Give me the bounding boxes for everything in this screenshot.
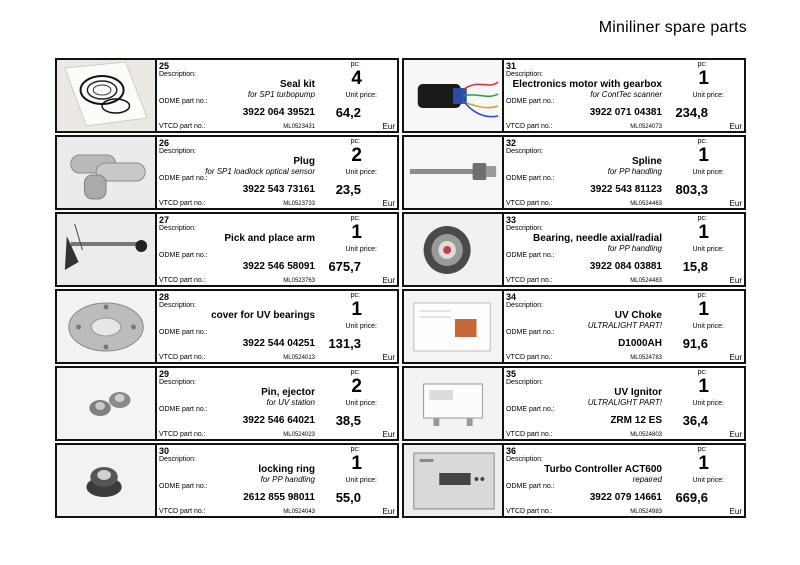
quantity: 1 xyxy=(698,299,709,320)
description-label: Description: xyxy=(506,148,543,155)
currency: Eur xyxy=(382,276,395,285)
part-info xyxy=(504,214,744,285)
pc-label: pc: xyxy=(697,369,707,376)
part-number: 29 xyxy=(159,369,170,379)
quantity: 2 xyxy=(351,376,362,397)
arm-image xyxy=(57,214,155,285)
currency: Eur xyxy=(382,199,395,208)
vtcd-part-number: ML0523431 xyxy=(283,124,315,130)
pc-label: pc: xyxy=(697,446,707,453)
bearing-image xyxy=(404,214,502,285)
odme-part-number: D1000AH xyxy=(618,338,662,349)
part-subtitle: for UV station xyxy=(266,398,315,407)
currency: Eur xyxy=(729,507,742,516)
description-label: Description: xyxy=(506,71,543,78)
part-info xyxy=(157,445,397,516)
pc-label: pc: xyxy=(350,61,360,68)
odme-part-number: ZRM 12 ES xyxy=(610,415,662,426)
part-info xyxy=(504,60,744,131)
description-label: Description: xyxy=(159,148,196,155)
quantity: 1 xyxy=(698,222,709,243)
vtcd-part-number: ML0523733 xyxy=(283,201,315,207)
odme-part-number: 3922 546 64021 xyxy=(242,415,315,426)
vtcd-part-number: ML0523763 xyxy=(283,278,315,284)
unit-price-label: Unit price: xyxy=(692,400,724,407)
odme-part-number: 3922 546 58091 xyxy=(242,261,315,272)
part-title: Electronics motor with gearbox xyxy=(512,79,662,90)
currency: Eur xyxy=(382,353,395,362)
cover-photo xyxy=(57,291,157,362)
vtcd-part-number: ML0524463 xyxy=(630,201,662,207)
part-info xyxy=(157,368,397,439)
pc-label: pc: xyxy=(350,138,360,145)
part-info xyxy=(157,214,397,285)
part-title: UV Ignitor xyxy=(614,387,662,398)
description-label: Description: xyxy=(159,456,196,463)
odme-label: ODME part no.: xyxy=(159,98,208,105)
part-card-33 xyxy=(402,212,746,287)
quantity: 1 xyxy=(351,453,362,474)
unit-price-label: Unit price: xyxy=(692,169,724,176)
part-title: Plug xyxy=(293,156,315,167)
pc-label: pc: xyxy=(697,215,707,222)
vtcd-label: VTCD part no.: xyxy=(506,123,553,130)
description-label: Description: xyxy=(506,302,543,309)
plug-photo xyxy=(57,137,157,208)
motor-image xyxy=(404,60,502,131)
unit-price-label: Unit price: xyxy=(345,323,377,330)
parts-grid xyxy=(55,58,746,518)
unit-price: 803,3 xyxy=(675,182,708,197)
description-label: Description: xyxy=(506,379,543,386)
part-card-26 xyxy=(55,135,399,210)
part-title: cover for UV bearings xyxy=(211,310,315,321)
seal-kit-image xyxy=(57,60,155,131)
part-info xyxy=(504,137,744,208)
vtcd-part-number: ML0524043 xyxy=(283,509,315,515)
vtcd-part-number: ML0524073 xyxy=(630,124,662,130)
part-info xyxy=(157,137,397,208)
unit-price-label: Unit price: xyxy=(345,92,377,99)
unit-price: 55,0 xyxy=(335,490,361,505)
pc-label: pc: xyxy=(350,369,360,376)
part-subtitle: ULTRALIGHT PART! xyxy=(587,398,662,407)
part-title: Pick and place arm xyxy=(224,233,315,244)
description-label: Description: xyxy=(506,225,543,232)
pc-label: pc: xyxy=(350,292,360,299)
unit-price: 38,5 xyxy=(335,413,361,428)
part-subtitle: for SP1 turbopump xyxy=(247,90,315,99)
vtcd-label: VTCD part no.: xyxy=(506,431,553,438)
description-label: Description: xyxy=(506,456,543,463)
vtcd-part-number: ML0524023 xyxy=(283,432,315,438)
description-label: Description: xyxy=(159,225,196,232)
part-card-35 xyxy=(402,366,746,441)
unit-price: 131,3 xyxy=(328,336,361,351)
quantity: 1 xyxy=(698,68,709,89)
part-card-25 xyxy=(55,58,399,133)
part-card-31 xyxy=(402,58,746,133)
quantity: 1 xyxy=(351,222,362,243)
spline-photo xyxy=(404,137,504,208)
part-number: 30 xyxy=(159,446,170,456)
part-info xyxy=(504,368,744,439)
part-title: UV Choke xyxy=(614,310,662,321)
pins-image xyxy=(57,368,155,439)
part-card-29 xyxy=(55,366,399,441)
part-subtitle: repaired xyxy=(632,475,662,484)
odme-label: ODME part no.: xyxy=(159,329,208,336)
quantity: 1 xyxy=(351,299,362,320)
ring-photo xyxy=(57,445,157,516)
unit-price-label: Unit price: xyxy=(345,246,377,253)
vtcd-part-number: ML0524783 xyxy=(630,355,662,361)
odme-part-number: 2612 855 98011 xyxy=(243,492,315,503)
vtcd-label: VTCD part no.: xyxy=(506,354,553,361)
unit-price-label: Unit price: xyxy=(692,323,724,330)
currency: Eur xyxy=(729,276,742,285)
ignitor-photo xyxy=(404,368,504,439)
unit-price: 91,6 xyxy=(682,336,708,351)
unit-price-label: Unit price: xyxy=(345,477,377,484)
part-number: 28 xyxy=(159,292,170,302)
quantity: 1 xyxy=(698,453,709,474)
choke-image xyxy=(404,291,502,362)
odme-label: ODME part no.: xyxy=(159,406,208,413)
pc-label: pc: xyxy=(697,61,707,68)
part-title: Spline xyxy=(631,156,662,167)
odme-label: ODME part no.: xyxy=(506,329,555,336)
spline-image xyxy=(404,137,502,208)
part-title: Pin, ejector xyxy=(261,387,315,398)
part-card-32 xyxy=(402,135,746,210)
quantity: 4 xyxy=(351,68,362,89)
choke-photo xyxy=(404,291,504,362)
part-card-34 xyxy=(402,289,746,364)
part-card-30 xyxy=(55,443,399,518)
currency: Eur xyxy=(382,430,395,439)
odme-part-number: 3922 064 39521 xyxy=(242,107,315,118)
odme-label: ODME part no.: xyxy=(506,483,555,490)
unit-price-label: Unit price: xyxy=(692,92,724,99)
part-title: Turbo Controller ACT600 xyxy=(544,464,662,475)
part-number: 33 xyxy=(506,215,517,225)
part-number: 36 xyxy=(506,446,517,456)
currency: Eur xyxy=(729,122,742,131)
odme-label: ODME part no.: xyxy=(159,252,208,259)
part-number: 27 xyxy=(159,215,170,225)
part-subtitle: for SP1 loadlock optical sensor xyxy=(205,167,315,176)
currency: Eur xyxy=(382,122,395,131)
part-subtitle: for PP handling xyxy=(260,475,315,484)
unit-price: 36,4 xyxy=(682,413,708,428)
vtcd-part-number: ML0524013 xyxy=(283,355,315,361)
unit-price-label: Unit price: xyxy=(345,169,377,176)
part-subtitle: for PP handling xyxy=(607,244,662,253)
unit-price: 669,6 xyxy=(675,490,708,505)
ring-image xyxy=(57,445,155,516)
vtcd-part-number: ML0524483 xyxy=(630,278,662,284)
part-subtitle: for PP handling xyxy=(607,167,662,176)
unit-price-label: Unit price: xyxy=(345,400,377,407)
part-info xyxy=(157,291,397,362)
vtcd-label: VTCD part no.: xyxy=(506,277,553,284)
odme-part-number: 3922 071 04381 xyxy=(589,107,662,118)
odme-label: ODME part no.: xyxy=(159,175,208,182)
unit-price: 23,5 xyxy=(335,182,361,197)
ignitor-image xyxy=(404,368,502,439)
seal-kit-photo xyxy=(57,60,157,131)
part-card-27 xyxy=(55,212,399,287)
page-title: Miniliner spare parts xyxy=(598,19,747,36)
quantity: 1 xyxy=(698,376,709,397)
vtcd-part-number: ML0524803 xyxy=(630,432,662,438)
pins-photo xyxy=(57,368,157,439)
vtcd-label: VTCD part no.: xyxy=(506,200,553,207)
odme-label: ODME part no.: xyxy=(506,98,555,105)
part-title: Seal kit xyxy=(279,79,315,90)
vtcd-label: VTCD part no.: xyxy=(159,123,206,130)
description-label: Description: xyxy=(159,302,196,309)
pc-label: pc: xyxy=(350,215,360,222)
plug-image xyxy=(57,137,155,208)
bearing-photo xyxy=(404,214,504,285)
odme-label: ODME part no.: xyxy=(506,252,555,259)
odme-label: ODME part no.: xyxy=(506,406,555,413)
part-number: 35 xyxy=(506,369,517,379)
currency: Eur xyxy=(382,507,395,516)
controller-image xyxy=(404,445,502,516)
pc-label: pc: xyxy=(697,292,707,299)
unit-price: 64,2 xyxy=(335,105,361,120)
odme-part-number: 3922 544 04251 xyxy=(242,338,315,349)
vtcd-label: VTCD part no.: xyxy=(159,354,206,361)
unit-price-label: Unit price: xyxy=(692,477,724,484)
currency: Eur xyxy=(729,430,742,439)
quantity: 1 xyxy=(698,145,709,166)
part-card-28 xyxy=(55,289,399,364)
description-label: Description: xyxy=(159,71,196,78)
odme-part-number: 3922 079 14661 xyxy=(589,492,662,503)
odme-part-number: 3922 543 81123 xyxy=(590,184,662,195)
vtcd-label: VTCD part no.: xyxy=(159,200,206,207)
part-subtitle: for ContTec scanner xyxy=(590,90,662,99)
quantity: 2 xyxy=(351,145,362,166)
vtcd-label: VTCD part no.: xyxy=(159,431,206,438)
pc-label: pc: xyxy=(697,138,707,145)
part-title: locking ring xyxy=(258,464,315,475)
pc-label: pc: xyxy=(350,446,360,453)
odme-part-number: 3922 543 73161 xyxy=(242,184,315,195)
controller-photo xyxy=(404,445,504,516)
unit-price: 234,8 xyxy=(675,105,708,120)
currency: Eur xyxy=(729,353,742,362)
description-label: Description: xyxy=(159,379,196,386)
unit-price: 15,8 xyxy=(682,259,708,274)
cover-image xyxy=(57,291,155,362)
part-info xyxy=(157,60,397,131)
vtcd-label: VTCD part no.: xyxy=(506,508,553,515)
vtcd-label: VTCD part no.: xyxy=(159,508,206,515)
part-number: 25 xyxy=(159,61,170,71)
part-number: 31 xyxy=(506,61,517,71)
vtcd-part-number: ML0524983 xyxy=(630,509,662,515)
part-number: 32 xyxy=(506,138,517,148)
currency: Eur xyxy=(729,199,742,208)
unit-price: 675,7 xyxy=(328,259,361,274)
part-number: 26 xyxy=(159,138,170,148)
part-number: 34 xyxy=(506,292,517,302)
odme-part-number: 3922 084 03881 xyxy=(589,261,662,272)
vtcd-label: VTCD part no.: xyxy=(159,277,206,284)
part-subtitle: ULTRALIGHT PART! xyxy=(587,321,662,330)
motor-photo xyxy=(404,60,504,131)
unit-price-label: Unit price: xyxy=(692,246,724,253)
arm-photo xyxy=(57,214,157,285)
part-card-36 xyxy=(402,443,746,518)
part-info xyxy=(504,291,744,362)
part-title: Bearing, needle axial/radial xyxy=(533,233,662,244)
part-info xyxy=(504,445,744,516)
odme-label: ODME part no.: xyxy=(159,483,208,490)
odme-label: ODME part no.: xyxy=(506,175,555,182)
